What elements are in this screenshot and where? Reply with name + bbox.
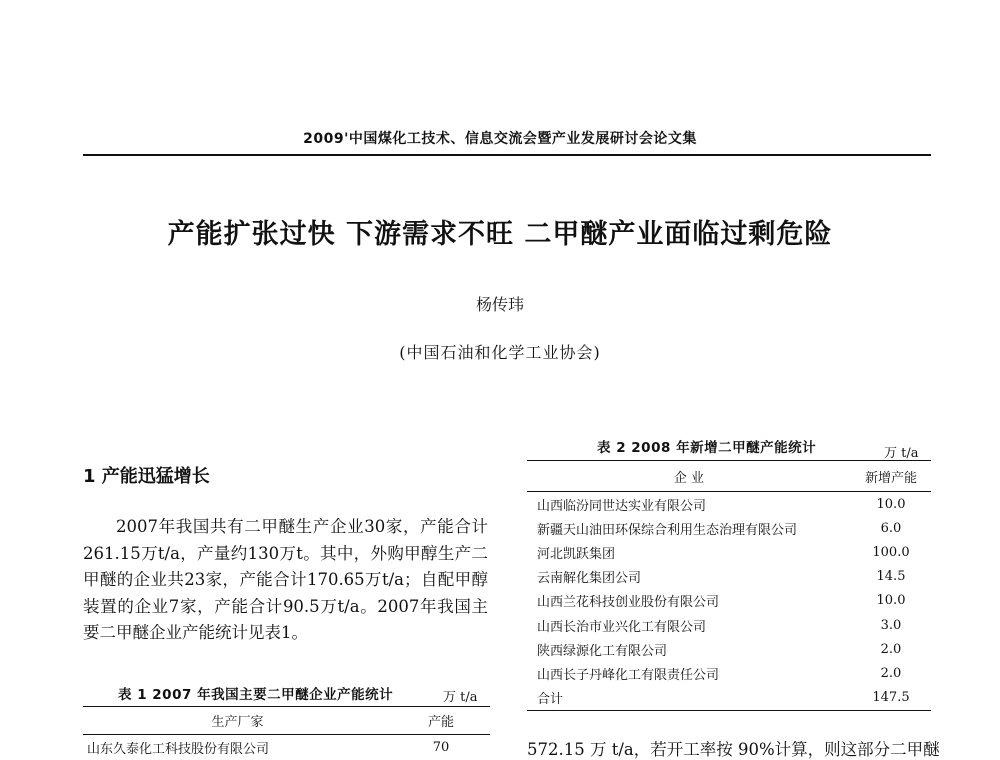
table2 <box>527 460 931 711</box>
table2-company: 河北凯跃集团 <box>537 546 616 562</box>
table-row <box>527 492 931 517</box>
table2-capacity: 10.0 <box>876 593 906 609</box>
table2-total-label: 合计 <box>527 686 851 711</box>
table2-capacity: 2.0 <box>880 641 902 657</box>
table-row <box>527 516 931 540</box>
table2-company: 山西长治市业兴化工有限公司 <box>537 619 707 635</box>
table2-company: 新疆天山油田环保综合利用生态治理有限公司 <box>537 522 798 538</box>
table2-header-capacity: 新增产能 <box>851 461 931 492</box>
table2-company: 山西兰花科技创业股份有限公司 <box>537 595 720 611</box>
table1-caption: 表 1 2007 年我国主要二甲醚企业产能统计 <box>118 687 394 703</box>
table1-header-company: 生产厂家 <box>83 707 392 735</box>
table-row <box>83 735 490 760</box>
table2-capacity: 2.0 <box>880 665 902 681</box>
table2-capacity: 14.5 <box>876 569 906 585</box>
table-row <box>527 589 931 613</box>
table-row <box>527 661 931 685</box>
table2-company: 山西长子丹峰化工有限责任公司 <box>537 667 720 683</box>
table2-caption: 表 2 2008 年新增二甲醚产能统计 <box>597 440 817 456</box>
table2-header-company: 企 业 <box>527 461 851 492</box>
running-header: 2009'中国煤化工技术、信息交流会暨产业发展研讨会论文集 <box>303 131 697 147</box>
article-title: 产能扩张过快 下游需求不旺 二甲醚产业面临过剩危险 <box>167 219 833 250</box>
table-row <box>527 613 931 637</box>
table-row <box>527 540 931 564</box>
table1 <box>83 706 490 760</box>
table-row <box>527 565 931 589</box>
table2-company: 陕西绿源化工有限公司 <box>537 643 668 659</box>
table-row <box>527 637 931 661</box>
table2-company: 云南解化集团公司 <box>537 571 642 587</box>
author: 杨传玮 <box>475 295 524 314</box>
table2-total-capacity: 147.5 <box>851 686 931 711</box>
table2-capacity: 3.0 <box>880 617 902 633</box>
table1-unit: 万 t/a <box>443 690 478 705</box>
body-paragraph: 2007年我国共有二甲醚生产企业30家，产能合计261.15万t/a，产量约130万t。其中，外购甲醇生产二甲醚的企业共23家，产能合计170.65万t/a；自配甲醇装置的企业7家，产能合计90.5万t/a。2007年我国主要二甲醚企业产能统计见表1。 <box>83 517 488 642</box>
table-total-row <box>527 686 931 711</box>
header-rule <box>83 154 931 156</box>
table1-header-capacity: 产能 <box>392 707 490 735</box>
table1-company: 山东久泰化工科技股份有限公司 <box>87 742 270 757</box>
table1-capacity: 70 <box>432 740 450 755</box>
table2-capacity: 10.0 <box>876 496 906 512</box>
section-heading: 1 产能迅猛增长 <box>83 466 210 487</box>
table2-capacity: 100.0 <box>872 544 910 560</box>
table2-company: 山西临汾同世达实业有限公司 <box>537 498 707 514</box>
continuation-text: 572.15 万 t/a，若开工率按 90%计算，则这部分二甲醚 <box>527 740 940 759</box>
affiliation: (中国石油和化学工业协会) <box>399 343 601 362</box>
table2-unit: 万 t/a <box>884 446 919 461</box>
table2-capacity: 6.0 <box>880 520 902 536</box>
